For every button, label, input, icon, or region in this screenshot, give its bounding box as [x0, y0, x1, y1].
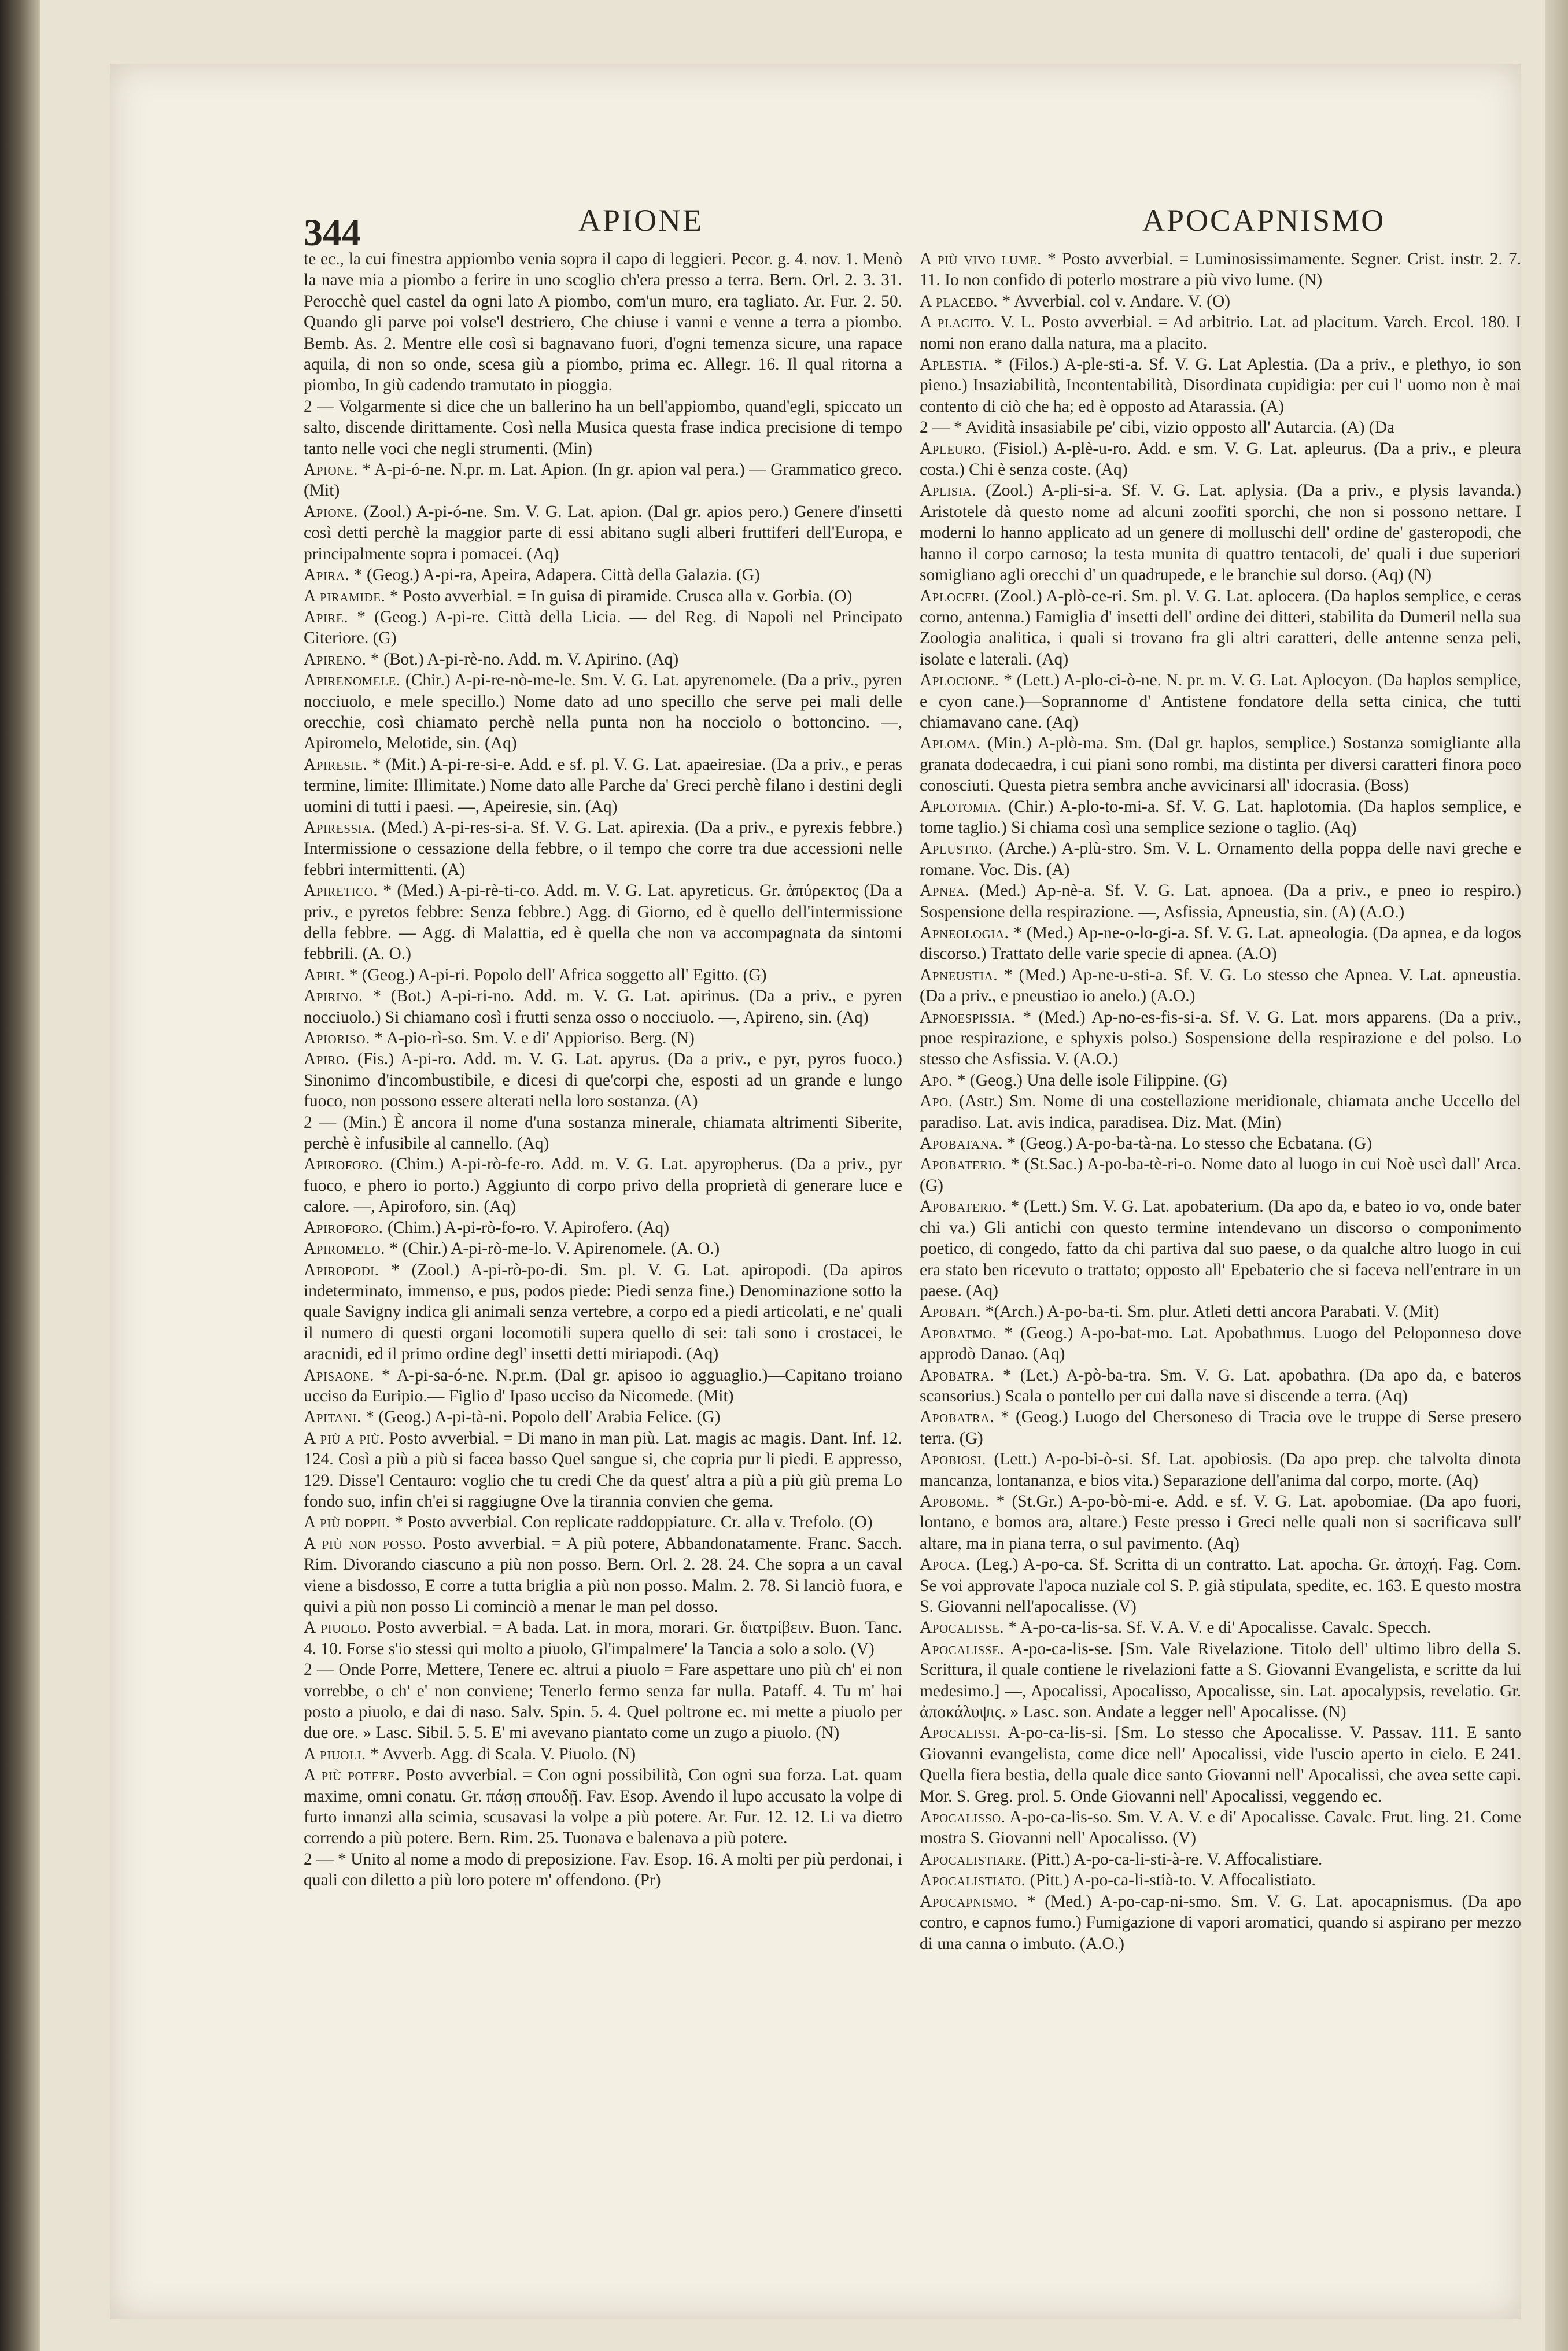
dictionary-entry	[304, 1533, 902, 1618]
entry-headword: Aplocione.	[920, 671, 999, 690]
entry-text: 2 — * Avidità insasiabile pe' cibi, vizio opposto all' Autarcia. (A) (Da	[920, 418, 1395, 437]
entry-text: * (Med.) Ap-ne-o-lo-gi-a. Sf. V. G. Lat. apneologia. (Da apnea, e da logos discorso.) Trattato delle varie specie di apnea. (A.O)	[920, 924, 1521, 964]
entry-headword: A più potere.	[304, 1766, 400, 1785]
dictionary-entry	[920, 922, 1521, 965]
dictionary-entry	[304, 1659, 902, 1744]
entry-headword: Apisaone.	[304, 1365, 374, 1385]
dictionary-entry	[304, 1112, 902, 1154]
dictionary-entry	[304, 1049, 902, 1112]
entry-headword: Apneologia.	[920, 924, 1009, 942]
entry-headword: Apiretico.	[304, 881, 378, 900]
dictionary-entry	[304, 1238, 902, 1259]
entry-text: 2 — (Min.) È ancora il nome d'una sostanza minerale, chiamata altrimenti Siberite, perchè è infusibile al cannello. (Aq)	[304, 1113, 902, 1153]
entry-text: * A-pi-ó-ne. N.pr. m. Lat. Apion. (In gr. apion val pera.) — Grammatico greco. (Mit)	[304, 460, 903, 500]
entry-text: 2 — Volgarmente si dice che un ballerino ha un bell'appiombo, quand'egli, spiccato un salto, discende dirittamente. Così nella Musica questa frase indica precisione di tempo tanto nelle voci che negli strumenti. (Min)	[304, 397, 902, 458]
entry-text: * Posto avverbial. = In guisa di piramide. Crusca alla v. Gorbia. (O)	[389, 586, 853, 606]
entry-headword: Apira.	[304, 566, 350, 585]
entry-headword: Apiressia.	[304, 818, 376, 837]
entry-headword: Apnea.	[920, 881, 970, 900]
entry-text: * (Let.) A-pò-ba-tra. Sm. V. G. Lat. apobathra. (Da apo da, e bateros scansorius.) Scala o pontello per cui dalla nave si discende a terra. (Aq)	[920, 1365, 1522, 1405]
entry-text: * (St.Sac.) A-po-ba-tè-ri-o. Nome dato al luogo in cui Noè uscì dall' Arca. (G)	[920, 1155, 1521, 1195]
dictionary-entry	[920, 796, 1521, 839]
entry-text: * (Geog.) A-pi-ri. Popolo dell' Africa soggetto all' Egitto. (G)	[349, 965, 767, 984]
dictionary-entry	[920, 1449, 1521, 1491]
dictionary-entry	[920, 1196, 1521, 1301]
dictionary-entry	[920, 1007, 1521, 1070]
dictionary-entry	[920, 1070, 1521, 1091]
entry-text: A-po-ca-lis-si. [Sm. Lo stesso che Apocalisse. V. Passav. 111. E santo Giovanni evangelista, come dice nell' Apocalissi, vide l'uscio aperto in cielo. E 241. Quella fiera bestia, della quale dice santo Giovanni nell' Apocalissi, che avea sette capi. Mor. S. Greg. prol. 5. Onde Giovanni nell' Apocalissi, veggendo ec.	[920, 1723, 1522, 1806]
entry-headword: Apire.	[304, 607, 349, 626]
entry-text: * Avverbial. col v. Andare. V. (O)	[1002, 291, 1231, 311]
entry-text: * (Bot.) A-pi-ri-no. Add. m. V. G. Lat. apirinus. (Da a priv., e pyren nocciuolo.) Si chiamano così i frutti senza osso o nocciuolo. —, Apireno, sin. (Aq)	[304, 987, 902, 1027]
dictionary-entry	[304, 1217, 902, 1238]
entry-headword: Apirenomele.	[304, 671, 401, 690]
entry-text: 2 — * Unito al nome a modo di preposizione. Fav. Esop. 16. A molti per più perdonai, i quali con diletto a più loro potere m' offendono. (Pr)	[304, 1850, 902, 1890]
entry-text: Posto avverbial. = A bada. Lat. in mora, morari. Gr. διατρίβειν. Buon. Tanc. 4. 10. Forse s'io stessi qui molto a piuolo, Gl'impalmere' la Tancia a solo a solo. (V)	[304, 1618, 902, 1658]
left-column	[304, 249, 902, 1891]
dictionary-entry	[304, 1154, 902, 1217]
entry-headword: Aplustro.	[920, 839, 993, 858]
entry-headword: Apo.	[920, 1092, 953, 1111]
dictionary-entry	[920, 1091, 1521, 1133]
dictionary-entry	[304, 1617, 902, 1659]
dictionary-entry	[920, 1807, 1521, 1849]
dictionary-entry	[304, 986, 902, 1028]
dictionary-entry	[304, 564, 902, 585]
entry-text: * (Bot.) A-pi-rè-no. Add. m. V. Apirino. (Aq)	[370, 649, 679, 669]
entry-text: A-po-ca-lis-se. [Sm. Vale Rivelazione. Titolo dell' ultimo libro della S. Scrittura, il quale contiene le rivelazioni fatte a S. Giovanni Evangelista, e scritte da lui medesimo.] —, Apocalissi, Apocalisso, Apocalisse, sin. Lat. apocalypsis, revelatio. Gr. ἀποκάλυψις. » Lasc. son. Andate a legger nell' Apocalisse. (N)	[920, 1639, 1521, 1722]
entry-headword: Apiro.	[304, 1050, 350, 1069]
page-number: 344	[304, 212, 361, 254]
dictionary-entry	[920, 1407, 1521, 1449]
entry-headword: Apobiosi.	[920, 1450, 986, 1469]
entry-text: * (Med.) A-pi-rè-ti-co. Add. m. V. G. Lat. apyreticus. Gr. ἀπύρεκτος (Da a priv., e pyretos febbre: Senza febbre.) Agg. di Giorno, ed è quello dell'intermissione della febbre. — Agg. di Malattia, ed è quella che non va accompagnata da sintomi febbrili. (A. O.)	[304, 881, 902, 964]
dictionary-entry	[920, 670, 1521, 733]
entry-headword: A piuoli.	[304, 1744, 366, 1763]
dictionary-entry	[304, 1365, 902, 1407]
entry-headword: A placito.	[920, 313, 995, 332]
right-column	[920, 249, 1521, 1954]
entry-headword: Aplisia.	[920, 481, 977, 500]
dictionary-entry	[920, 417, 1521, 438]
entry-text: (Fis.) A-pi-ro. Add. m. V. G. Lat. apyrus. (Da a priv., e pyr, pyros fuoco.) Sinonimo d'incombustibile, e dicesi di que'corpi che, esposti ad un grande e lungo fuoco, non possono essere alterati nella loro sostanza. (A)	[304, 1050, 903, 1111]
entry-text: Posto avverbial. = Con ogni possibilità, Con ogni sua forza. Lat. quam maxime, omni conatu. Gr. πάσῃ σπουδῇ. Fav. Esop. Avendo il lupo accusato la volpe di furto innanzi alla scimia, scusavasi la volpe a più potere. Ar. Fur. 12. 12. Li va dietro correndo a più potere. Bern. Rim. 25. Tuonava e balenava a più potere.	[304, 1766, 902, 1848]
entry-text: * (Med.) A-po-cap-ni-smo. Sm. V. G. Lat. apocapnismus. (Da apo contro, e capnos fumo.) Fumigazione di vapori aromatici, quando si aspirano per mezzo di una canna o imbuto. (A.O.)	[920, 1892, 1522, 1953]
dictionary-entry	[920, 1617, 1521, 1638]
dictionary-entry	[304, 1765, 902, 1849]
dictionary-entry	[920, 586, 1521, 670]
entry-headword: Apoca.	[920, 1555, 971, 1574]
dictionary-entry	[304, 1849, 902, 1891]
entry-text: te ec., la cui finestra appiombo venia sopra il capo di leggieri. Pecor. g. 4. nov. 1. Menò la nave mia a piombo a ferire in uno scoglio ch'era presso a terra. Bern. Orl. 2. 3. 31. Perocchè quel castel da ogni lato A piombo, com'un muro, era tagliato. Ar. Fur. 2. 50. Quando gli parve poi volse'l destriero, Che chiuse i vanni e venne a terra a piombo. Bemb. As. 2. Mentre elle così si bagnavano fuori, d'ogni temenza sicure, una rapace aquila, di non so onde, scesa giù a piombo, prima ec. Allegr. 16. Il qual ritorna a piombo, In giù cadendo tramutato in pioggia.	[304, 250, 902, 395]
entry-text: * (Geog.) Una delle isole Filippine. (G)	[957, 1071, 1227, 1090]
dictionary-entry	[920, 1133, 1521, 1154]
dictionary-entry	[304, 754, 902, 817]
entry-text: * (Mit.) A-pi-re-si-e. Add. e sf. pl. V. G. Lat. apaeiresiae. (Da a priv., e peras termine, limite: Illimitate.) Nome dato alle Parche da' Greci perchè filano i destini degli uomini di tutti i paesi. —, Apeiresie, sin. (Aq)	[304, 755, 902, 816]
entry-headword: Apioriso.	[304, 1029, 370, 1048]
running-header-right: APOCAPNISMO	[1142, 203, 1386, 238]
entry-text: * Avverb. Agg. di Scala. V. Piuolo. (N)	[370, 1744, 636, 1763]
dictionary-entry	[304, 459, 902, 501]
entry-headword: A più doppii.	[304, 1513, 390, 1532]
dictionary-entry	[304, 607, 902, 649]
running-header-left: APIONE	[578, 203, 703, 238]
entry-headword: Apobatra.	[920, 1408, 994, 1427]
dictionary-entry	[920, 1870, 1521, 1891]
entry-text: * A-pi-sa-ó-ne. N.pr.m. (Dal gr. apisoo io agguaglio.)—Capitano troiano ucciso da Euripio.— Figlio d' Ipaso ucciso da Nicomede. (Mit)	[304, 1365, 903, 1405]
entry-text: (Med.) A-pi-res-si-a. Sf. V. G. Lat. apirexia. (Da a priv., e pyrexis febbre.) Intermissione o cessazione della febbre, o il tempo che corre tra due accessioni nelle febbri intermittenti. (A)	[304, 818, 902, 879]
entry-headword: Apitani.	[304, 1408, 361, 1427]
dictionary-entry	[920, 1638, 1521, 1723]
dictionary-entry	[920, 438, 1521, 481]
dictionary-entry	[304, 965, 902, 986]
entry-text: * (Geog.) A-pi-re. Città della Licia. — del Reg. di Napoli nel Principato Citeriore. (G)	[304, 607, 903, 648]
entry-headword: Apocalisso.	[920, 1808, 1006, 1827]
dictionary-entry	[920, 1849, 1521, 1870]
dictionary-entry	[920, 1301, 1521, 1322]
entry-text: * A-pio-rì-so. Sm. V. e di' Appioriso. Berg. (N)	[374, 1029, 695, 1048]
entry-text: * (Geog.) A-po-bat-mo. Lat. Apobathmus. Luogo del Peloponneso dove approdò Danao. (Aq)	[920, 1323, 1521, 1364]
entry-headword: Apleuro.	[920, 439, 986, 458]
entry-headword: Apo.	[920, 1071, 953, 1090]
dictionary-entry	[304, 1407, 902, 1427]
entry-headword: Apobaterio.	[920, 1197, 1006, 1216]
entry-headword: Apobome.	[920, 1492, 990, 1511]
entry-text: (Pitt.) A-po-ca-li-sti-à-re. V. Affocalistiare.	[1031, 1850, 1323, 1869]
dictionary-entry	[920, 1891, 1521, 1954]
dictionary-entry	[920, 1554, 1521, 1617]
dictionary-entry	[920, 312, 1521, 354]
dictionary-entry	[920, 354, 1521, 417]
entry-text: (Leg.) A-po-ca. Sf. Scritta di un contratto. Lat. apocha. Gr. ἀποχή. Fag. Com. Se voi approvate l'apoca nuziale col S. P. già stipulata, spedite, ec. 163. E questo mostra S. Giovanni nell'apocalisse. (V)	[920, 1555, 1522, 1616]
entry-headword: Apocalissi.	[920, 1723, 1001, 1743]
entry-headword: Apione.	[304, 460, 359, 479]
entry-headword: Apnoespissia.	[920, 1007, 1016, 1027]
entry-text: 2 — Onde Porre, Mettere, Tenere ec. altrui a piuolo = Fare aspettare uno più ch' ei non vorrebbe, o ch' e' non conviene; Tenerlo fermo senza far nulla. Pataff. 4. Tu m' hai posto a piuolo, e dai di naso. Salv. Spin. 5. 4. Quel poltrone ec. mi mette a piuolo per due ore. » Lasc. Sibil. 5. 5. E' mi avevano piantato come un zugo a piuolo. (N)	[304, 1660, 902, 1743]
entry-text: *(Arch.) A-po-ba-ti. Sm. plur. Atleti detti ancora Parabati. V. (Mit)	[985, 1302, 1440, 1322]
dictionary-entry	[304, 1512, 902, 1533]
page-edge	[1545, 0, 1568, 2351]
entry-headword: Aploma.	[920, 734, 981, 753]
entry-text: * (Med.) Ap-ne-u-sti-a. Sf. V. G. Lo stesso che Apnea. V. Lat. apneustia. (Da a priv., e pneustiao io anelo.) (A.O.)	[920, 965, 1521, 1006]
dictionary-entry	[920, 733, 1521, 796]
entry-text: * (Geog.) A-po-ba-tà-na. Lo stesso che Ecbatana. (G)	[1007, 1134, 1373, 1153]
entry-headword: Aplestia.	[920, 355, 988, 374]
entry-text: (Chim.) A-pi-rò-fe-ro. Add. m. V. G. Lat. apyropherus. (Da a priv., pyr fuoco, e phero io porto.) Aggiunto di corpo privo della proprietà di generare luce e calore. —, Apiroforo, sin. (Aq)	[304, 1155, 902, 1216]
entry-headword: A più vivo lume.	[920, 250, 1042, 268]
entry-text: Posto avverbial. = A più potere, Abbandonatamente. Franc. Sacch. Rim. Divorando ciascuno a più non posso. Bern. Orl. 2. 28. 24. Che sopra a un caval viene a bisdosso, E corre a tutta briglia a più non posso. Malm. 2. 78. Si lanciò fuora, e quivi a più non posso Li cominciò a menar le man pel dosso.	[304, 1534, 902, 1616]
entry-headword: Apocapnismo.	[920, 1892, 1019, 1911]
dictionary-entry	[920, 1491, 1521, 1554]
entry-text: (Astr.) Sm. Nome di una costellazione meridionale, chiamata anche Uccello del paradiso. Lat. avis indica, paradisea. Diz. Mat. (Min)	[920, 1092, 1521, 1132]
entry-text: * (Zool.) A-pi-rò-po-di. Sm. pl. V. G. Lat. apiropodi. (Da apiros indeterminato, immenso, e pus, podos piede: Piedi senza fine.) Denominazione sotto la quale Savigny indica gli animali senza vertebre, a corpo ed a piedi articolati, e ne' quali il numero di questi organi locomotili supera quello di sei: tali sono i crostacei, le aracnidi, ed il primo ordine degl' insetti detti miriapodi. (Aq)	[304, 1260, 902, 1364]
entry-headword: Apneustia.	[920, 965, 998, 984]
dictionary-entry	[920, 1154, 1521, 1196]
dictionary-entry	[304, 817, 902, 880]
entry-text: (Chir.) A-pi-re-nò-me-le. Sm. V. G. Lat. apyrenomele. (Da a priv., pyren nocciuolo, e mele specillo.) Nome dato ad uno specillo che serve pei mali delle orecchie, così chiamato perchè nella punta non ha nocciolo o bottoncino. —, Apiromelo, Melotide, sin. (Aq)	[304, 671, 902, 753]
entry-text: (Min.) A-plò-ma. Sm. (Dal gr. haplos, semplice.) Sostanza somigliante alla granata dodecaedra, i cui piani sono rombi, ma distinta per diversi caratteri finora poco conosciuti. Questa pietra sembra anche avvicinarsi all' idocrasia. (Boss)	[920, 734, 1521, 795]
entry-text: (Chim.) A-pi-rò-fo-ro. V. Apirofero. (Aq)	[387, 1218, 670, 1237]
dictionary-entry	[920, 1365, 1521, 1407]
entry-text: (Lett.) A-po-bi-ò-si. Sf. Lat. apobiosis. (Da apo prep. che talvolta dinota mancanza, lontananza, e bios vita.) Separazione dell'anima dal corpo, morte. (Aq)	[920, 1450, 1522, 1490]
entry-text: V. L. Posto avverbial. = Ad arbitrio. Lat. ad placitum. Varch. Ercol. 180. I nomi non erano dalla natura, ma a placito.	[920, 313, 1522, 353]
entry-text: * (Filos.) A-ple-sti-a. Sf. V. G. Lat Aplestia. (Da a priv., e plethyo, io son pieno.) Insaziabilità, Incontentabilità, Disordinata cupidigia: per cui l' uomo non è mai contento di ciò che ha; ed è opposto ad Atarassia. (A)	[920, 355, 1522, 416]
dictionary-entry	[920, 1722, 1521, 1807]
dictionary-entry	[920, 291, 1521, 312]
entry-headword: Apobaterio.	[920, 1155, 1006, 1174]
entry-headword: Apobati.	[920, 1302, 982, 1322]
entry-text: (Zool.) A-pli-si-a. Sf. V. G. Lat. aplysia. (Da a priv., e plysis lavanda.) Aristotele dà questo nome ad alcuni zoofiti sporchi, che non si possono nettare. I moderni lo hanno applicato ad un genere di molluschi dell' ordine de' gasteropodi, che hanno il corpo carnoso; la testa munita di quattro tentacoli, de' quali i due superiori somigliano agli orecchi d' un quadrupede, e le branchie sul dorso. (Aq) (N)	[920, 481, 1522, 585]
entry-headword: A piramide.	[304, 586, 386, 606]
dictionary-entry	[920, 965, 1521, 1007]
dictionary-entry	[304, 670, 902, 754]
entry-headword: Apiroforo.	[304, 1218, 383, 1237]
entry-headword: Apiresie.	[304, 755, 368, 774]
dictionary-entry	[920, 480, 1521, 585]
entry-headword: Apocalistiato.	[920, 1871, 1026, 1890]
entry-text: (Pitt.) A-po-ca-li-stià-to. V. Affocalistiato.	[1030, 1871, 1316, 1890]
dictionary-entry	[304, 501, 902, 564]
dictionary-entry	[304, 1428, 902, 1512]
entry-headword: Aploceri.	[920, 586, 990, 606]
entry-text: (Med.) Ap-nè-a. Sf. V. G. Lat. apnoea. (Da a priv., e pneo io respiro.) Sospensione della respirazione. —, Asfissia, Apneustia, sin. (A) (A.O.)	[920, 881, 1521, 921]
entry-text: (Arche.) A-plù-stro. Sm. V. L. Ornamento della poppa delle navi greche e romane. Voc. Dis. (A)	[920, 839, 1521, 879]
entry-text: * (Geog.) Luogo del Chersoneso di Tracia ove le truppe di Serse presero terra. (G)	[920, 1408, 1522, 1448]
entry-text: A-po-ca-lis-so. Sm. V. A. V. e di' Apocalisse. Cavalc. Frut. ling. 21. Come mostra S. Giovanni nell' Apocalisso. (V)	[920, 1808, 1521, 1848]
entry-text: (Chir.) A-plo-to-mi-a. Sf. V. G. Lat. haplotomia. (Da haplos semplice, e tome taglio.) Si chiama così una semplice sezione o taglio. (Aq)	[920, 797, 1522, 837]
entry-headword: Apiropodi.	[304, 1260, 379, 1279]
dictionary-entry	[920, 880, 1521, 922]
entry-text: (Fisiol.) A-plè-u-ro. Add. e sm. V. G. Lat. apleurus. (Da a priv., e pleura costa.) Chi è senza coste. (Aq)	[920, 439, 1522, 479]
entry-headword: Apocalisse.	[920, 1618, 1005, 1637]
entry-headword: Apione.	[304, 502, 359, 521]
dictionary-entry	[304, 880, 902, 965]
entry-headword: Apiri.	[304, 965, 345, 984]
entry-text: * A-po-ca-lis-sa. Sf. V. A. V. e di' Apocalisse. Cavalc. Specch.	[1008, 1618, 1432, 1637]
entry-headword: Apirino.	[304, 987, 363, 1006]
dictionary-entry	[920, 249, 1521, 291]
entry-headword: Apobatana.	[920, 1134, 1003, 1153]
entry-headword: Apobatmo.	[920, 1323, 997, 1342]
entry-headword: Apireno.	[304, 649, 367, 669]
entry-text: * Posto avverbial. Con replicate raddoppiature. Cr. alla v. Trefolo. (O)	[394, 1513, 873, 1532]
entry-headword: Apocalistiare.	[920, 1850, 1027, 1869]
entry-headword: Apiromelo.	[304, 1239, 386, 1258]
entry-text: Posto avverbial. = Di mano in man più. Lat. magis ac magis. Dant. Inf. 12. 124. Così a più a più si facea basso Quel sangue si, che copria pur li piedi. E appresso, 129. Disse'l Centauro: voglio che tu credi Che da quest' altra a più a più giù prema Lo fondo suo, infin ch'ei si raggiugne Ove la tirannia convien che gema.	[304, 1429, 902, 1511]
entry-headword: Aplotomia.	[920, 797, 1002, 816]
entry-headword: A placebo.	[920, 291, 998, 311]
entry-text: * (Lett.) A-plo-ci-ò-ne. N. pr. m. V. G. Lat. Aplocyon. (Da haplos semplice, e cyon cane.)—Soprannome d' Antistene fondatore della setta cinica, che tutti chiamavano cane. (Aq)	[920, 671, 1521, 732]
dictionary-entry	[304, 649, 902, 670]
dictionary-entry	[304, 249, 902, 396]
entry-text: (Zool.) A-plò-ce-ri. Sm. pl. V. G. Lat. aplocera. (Da haplos semplice, e ceras corno, antenna.) Famiglia d' insetti dell' ordine dei ditteri, stabilita da Dumeril nella sua Zoologia analitica, i quali si trovano fra gli altri caratteri, delle antenne senza peli, isolate e laterali. (Aq)	[920, 586, 1521, 669]
entry-headword: Apobatra.	[920, 1365, 994, 1385]
entry-headword: A più a più.	[304, 1429, 385, 1448]
dictionary-entry	[920, 1323, 1521, 1365]
entry-text: * (Chir.) A-pi-rò-me-lo. V. Apirenomele. (A. O.)	[389, 1239, 720, 1258]
dictionary-entry	[304, 1260, 902, 1365]
dictionary-entry	[304, 396, 902, 459]
dictionary-entry	[304, 586, 902, 607]
entry-headword: A più non posso.	[304, 1534, 427, 1553]
entry-text: * Posto avverbial. = Luminosissimamente. Segner. Crist. instr. 2. 7. 11. Io non confido di poterlo mostrare a più vivo lume. (N)	[920, 250, 1522, 290]
entry-headword: Apocalisse.	[920, 1639, 1005, 1658]
entry-text: * (Geog.) A-pi-ra, Apeira, Adapera. Città della Galazia. (G)	[353, 566, 760, 585]
entry-text: * (Geog.) A-pi-tà-ni. Popolo dell' Arabia Felice. (G)	[366, 1408, 721, 1427]
entry-text: * (Med.) Ap-no-es-fis-si-a. Sf. V. G. Lat. mors apparens. (Da a priv., pnoe respirazione, e sphyxis polso.) Sospensione della respirazione e del polso. Lo stesso che Asfissia. V. (A.O.)	[920, 1007, 1521, 1069]
book-gutter	[0, 0, 40, 2351]
entry-headword: A piuolo.	[304, 1618, 372, 1637]
dictionary-entry	[304, 1028, 902, 1049]
entry-text: (Zool.) A-pi-ó-ne. Sm. V. G. Lat. apion. (Dal gr. apios pero.) Genere d'insetti così detti perchè la maggior parte di essi abitano sugli alberi fruttiferi dell'Europa, e principalmente sopra i pomacei. (Aq)	[304, 502, 902, 563]
entry-text: * (Lett.) Sm. V. G. Lat. apobaterium. (Da apo da, e bateo io vo, onde bater chi va.) Gli antichi con questo termine intendevano un discorso o componimento poetico, di congedo, fatto da chi partiva dal suo paese, o da qualche altro luogo in cui era stato ben ricevuto o trattato; opposto all' Epebaterio che si faceva nell'entrare in un paese. (Aq)	[920, 1197, 1521, 1300]
dictionary-entry	[304, 1744, 902, 1765]
dictionary-entry	[920, 838, 1521, 880]
entry-headword: Apiroforo.	[304, 1155, 383, 1174]
entry-text: * (St.Gr.) A-po-bò-mi-e. Add. e sf. V. G. Lat. apobomiae. (Da apo fuori, lontano, e bomos ara, altare.) Feste presso i Greci nelle quali non si sacrificava sull' altare, ma in piana terra, o sul pavimento. (Aq)	[920, 1492, 1521, 1553]
